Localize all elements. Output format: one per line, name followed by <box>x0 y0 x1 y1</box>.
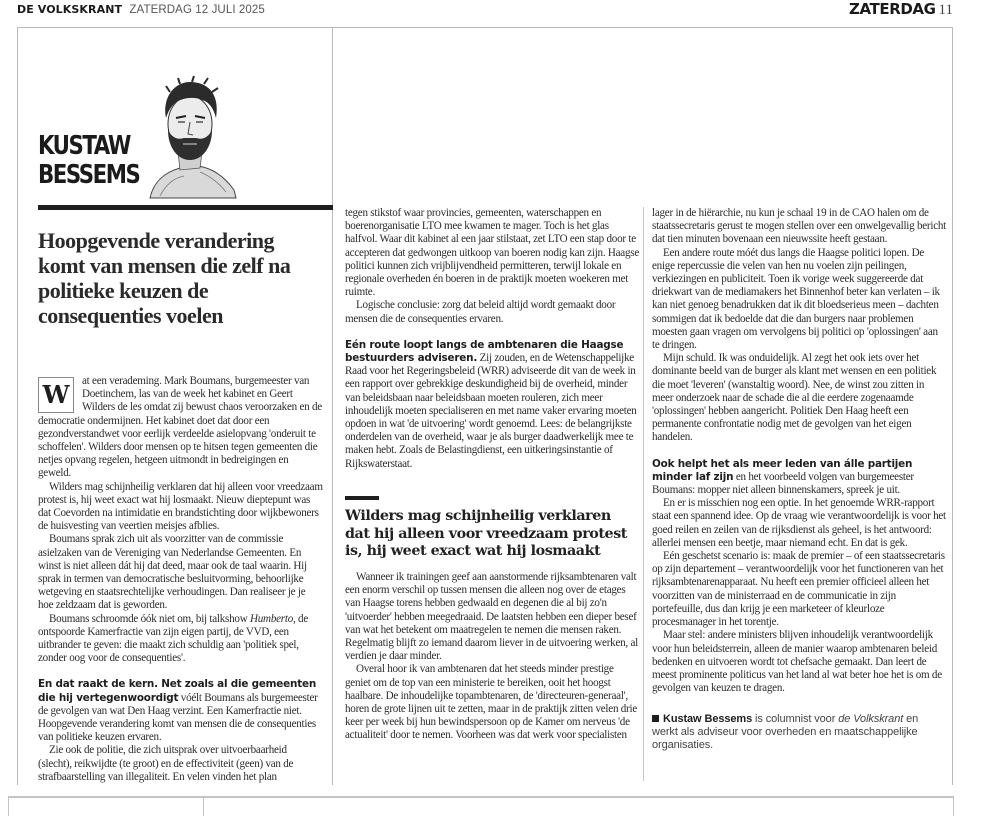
paragraph: Mijn schuld. Ik was onduidelijk. Al zegt het ook iets over het dominante beeld van de burger als klant met wensen en een politiek die moet 'leveren' (wanstaltig woord). Nee, de winst zou zitten in meer onderzoek naar de schade die al die eerdere zogenaamde 'oplossingen' hebben aangericht. Politiek Den Haag heeft een permanente confrontatie nodig met de gevolgen van het eigen handelen. <box>652 352 937 444</box>
paragraph-lead-in: Eén route loopt langs de ambtenaren die Haagse bestuurders adviseren. <box>345 338 624 365</box>
author-first-name: KUSTAW <box>38 131 130 161</box>
next-frame-divider <box>203 798 204 816</box>
paragraph: at een verademing. Mark Boumans, burgemeester van Doetinchem, las van de week het kabinet en Geert Wilders de les omdat zij bewust chaos veroorzaken en de democratie ondermijnen. Het kabinet doet dat door een gezondverstandwet voor eerlijk verdeelde asielopvang 'onderuit te schoffelen'. Wilders door mensen op te hitsen tegen gemeenten die netjes opvang regelen, hetgeen uitmondt in bedreigingen en geweld. <box>38 375 322 480</box>
next-article-frame <box>8 796 954 816</box>
article-column-1 <box>38 375 323 784</box>
column-separator <box>643 207 644 781</box>
paragraph: Eén route loopt langs de ambtenaren die Haagse bestuurders adviseren. Zij zouden, en de Wetenschappelijke Raad voor het Regeringsbeleid (WRR) adviseerde dit van de week in een rapport over gebrekkige deskundigheid bij de overheid, minder van beleidsbaan naar beleidsbaan moeten rouleren, zich meer inhoudelijk moeten specialiseren en met name vaker ervaring moeten opdoen in wat 'de uitvoering' wordt genoemd. Lees: de belangrijkste onderdelen van de overheid, waar je als burger daadwerkelijk mee te maken hebt. Zoals de Belastingdienst, een uitkeringsinstantie of Rijkswaterstaat. <box>345 338 637 470</box>
paragraph: Een andere route móét dus langs die Haagse politici lopen. De enige repercussie die velen van hen nu voelen zijn peilingen, verkiezingen en publiciteit. Toen ik vorige week suggereerde dat driekwart van de mediamakers het Binnenhof beter kan verlaten – ik kan niet genoeg benadrukken dat ik dit bloedserieus meen – dachten sommigen dat ik bedoelde dat die dan burgers naar problemen moesten gaan vragen om vervolgens bij politici op 'oplossingen' aan te dringen. <box>652 246 940 352</box>
paragraph: Maar stel: andere ministers blijven inhoudelijk verantwoordelijk voor hun beleidsterrein, alleen de manier waarop ambtenaren beleid bedenken en uitvoeren wordt tot chefsache gemaakt. Dan leert de meest prominente politicus van het land al wat beter hoe het is om de gevolgen van keuzen te dragen. <box>652 629 942 695</box>
paragraph: Boumans sprak zich uit als voorzitter van de commissie asielzaken van de Vereniging van Nederlandse Gemeenten. En winst is niet alleen dát hij dat deed, maar ook de taal waarin. Hij sprak in termen van democratische besluitvorming, behoorlijke wetgeving en staatsrechtelijke verhoudingen. Dan realiseer je je hoe zeldzaam dat is geworden. <box>38 533 307 612</box>
bio-author-name: Kustaw Bessems <box>663 713 753 726</box>
author-last-name: BESSEMS <box>38 160 140 190</box>
article-headline: Hoopgevende verandering komt van mensen die zelf na politieke keuzen de consequenties voelen <box>38 228 291 328</box>
pull-quote: Wilders mag schijnheilig verklaren dat hij alleen voor vreedzaam protest is, hij weet exact wat hij losmaakt <box>345 508 627 559</box>
newspaper-brand: DE VOLKSKRANT <box>17 3 123 16</box>
article-column-2-continued <box>345 571 639 743</box>
paragraph-lead-in: En dat raakt de kern. Net zoals al die gemeenten die hij vertegenwoordigt <box>38 678 317 704</box>
masthead <box>17 3 265 16</box>
paragraph: Eén geschetst scenario is: maak de premier – of een staatssecretaris op zijn departement – verantwoordelijk voor het functioneren van het rijksambtenarenapparaat. Nu heeft een premier officieel alleen het voorzitten van de ministerraad en de communicatie in zijn portefeuille, dus dan krijg je een marketeer of kleurloze procesmanager in het torentje. <box>652 550 945 629</box>
paragraph: Logische conclusie: zorg dat beleid altijd wordt gemaakt door mensen die de consequenties ervaren. <box>345 299 616 325</box>
paragraph: Zie ook de politie, die zich uitsprak over uitvoerbaarheid (slecht), reikwijdte (te groot) en de effectiviteit (geen) van de strafbaarstelling van illegaliteit. En velen vinden het plan <box>38 744 294 783</box>
paragraph: Wilders mag schijnheilig verklaren dat hij alleen voor vreedzaam protest is, hij weet exact wat hij losmaakt. Nieuw dieptepunt was dat Coevorden na intimidatie en brandstichting door wijkbewoners de huisvesting van veertien meisjes afblies. <box>38 480 323 533</box>
issue-date: ZATERDAG 12 JULI 2025 <box>129 4 265 16</box>
bio-paper-name: de Volkskrant <box>838 713 904 726</box>
article-column-2 <box>345 207 639 471</box>
paragraph: Ook helpt het als meer leden van álle partijen minder laf zijn en het voorbeeld volgen van burgemeester Boumans: mopper niet alleen binnenskamers, spreek je uit. <box>652 457 914 497</box>
bullet-square-icon <box>652 715 659 722</box>
page-marker <box>849 0 953 19</box>
paragraph: Boumans schroomde óók niet om, bij talkshow Humberto, de ontspoorde Kamerfractie van zijn eigen partij, de VVD, een uitbrander te geven: die maakt zich schuldig aan 'politiek spel, zonder oog voor de consequenties'. <box>38 612 309 665</box>
author-portrait-icon <box>140 72 240 200</box>
paragraph: lager in de hiërarchie, nu kun je schaal 19 in de CAO halen om de staatssecretaris gerust te mogen stellen over een onwelgevallig bericht dat tien minuten bovenaan een nieuwssite heeft gestaan. <box>652 207 946 246</box>
author-bio: Kustaw Bessems is columnist voor de Volkskrant en werkt als adviseur voor overheden en maatschappelijke organisaties. <box>652 713 919 752</box>
paragraph: Wanneer ik trainingen geef aan aanstormende rijksambtenaren valt een enorm verschil op tussen mensen die alleen nog over de etages van Haagse torens hebben gedwaald en degenen die al bij zo'n 'uitvoerder' hebben meegedraaid. De laatsten hebben een dieper besef van wat het betekent om maatregelen te nemen die mensen raken. Regelmatig blijft zo iemand daarom liever in de uitvoering werken, al verdien je daar minder. <box>345 571 638 663</box>
talkshow-name: Humberto <box>250 612 293 625</box>
paragraph: tegen stikstof waar provincies, gemeenten, waterschappen en boerenorganisatie LTO mee kwamen te mager. Toch is het glas halfvol. Waar dit kabinet al een jaar stilstaat, zet LTO een stap door te accepteren dat gedwongen uitkoop van boeren nodig kan zijn. Haagse politici kunnen zich vrijblijvendheid permitteren, terwijl lokale en regionale overheden én boeren in de praktijk moeten woekeren met ruimte. <box>345 207 640 299</box>
paragraph-lead-in: Ook helpt het als meer leden van álle partijen minder laf zijn <box>652 457 913 483</box>
paragraph: En er is misschien nog een optie. In het genoemde WRR-rapport staat een spannend idee. Op de vraag wie verantwoordelijk is voor het goed reilen en zeilen van de rijksdienst als geheel, is het antwoord: allerlei mensen een beetje, maar niemand echt. En dat is gek. <box>652 497 946 549</box>
frame-divider <box>332 27 333 785</box>
paragraph: Overal hoor ik van ambtenaren dat het steeds minder prestige geniet om de top van een ministerie te bereiken, ooit het hoogst haalbare. De inhoudelijke topambtenaren, de 'directeuren-generaal', horen de grote lijnen uit te zetten, maar in de praktijk zitten velen drie keer per week bij hun bewindspersoon op de Kamer om nerveus 'de actualiteit' door te nemen. Voorheen was dat werk voor specialisten <box>345 663 638 742</box>
page-number: 11 <box>938 2 953 18</box>
article-column-3 <box>652 207 946 752</box>
paragraph: En dat raakt de kern. Net zoals al die gemeenten die hij vertegenwoordigt vóélt Boumans als burgemeester de gevolgen van wat Den Haag verzint. Een Kamerfractie niet. Hoopgevende verandering komt van mensen die de consequenties van politieke keuzen ervaren. <box>38 678 318 744</box>
page-day: ZATERDAG <box>849 0 936 18</box>
pull-quote-rule <box>345 496 379 500</box>
drop-cap: W <box>38 377 74 413</box>
column-author-title <box>38 132 139 190</box>
header-rule <box>38 205 333 210</box>
